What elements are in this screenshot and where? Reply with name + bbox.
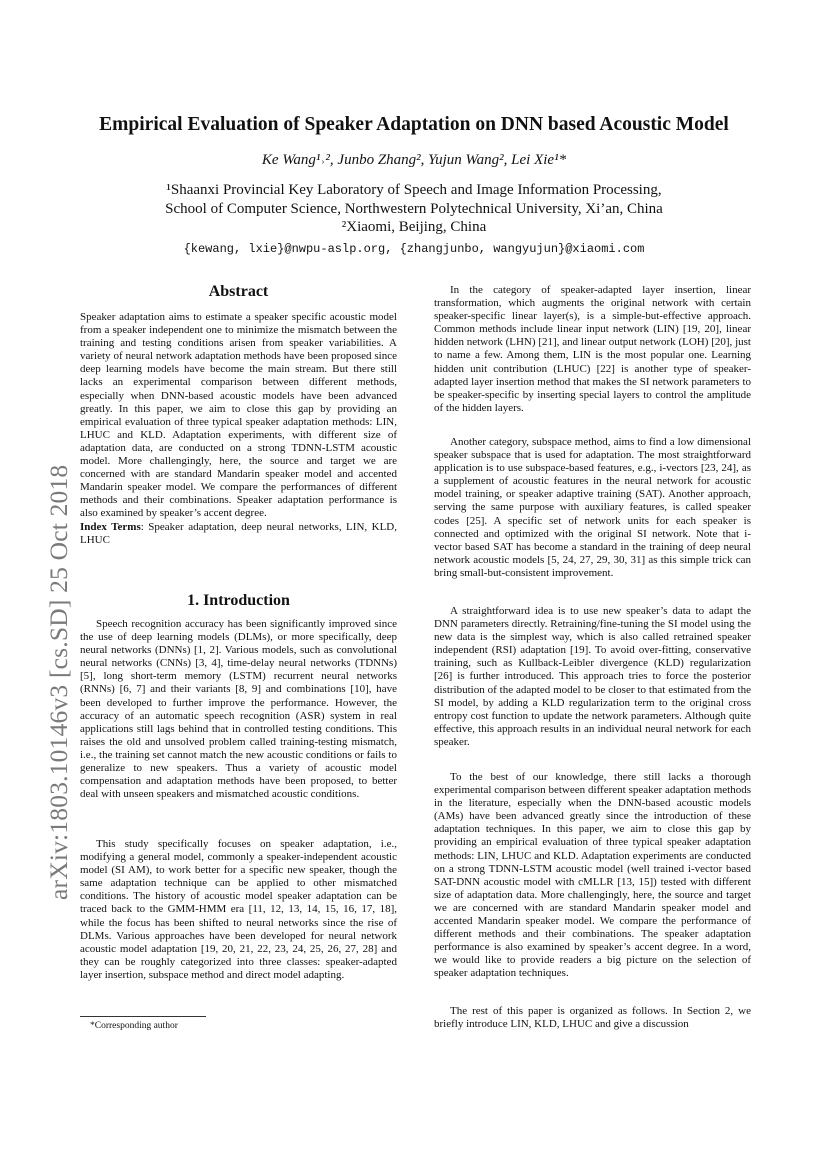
paper-title: Empirical Evaluation of Speaker Adaptation on DNN based Acoustic Model — [99, 114, 729, 135]
abstract-text: Speaker adaptation aims to estimate a speaker specific acoustic model from a speaker independent one to minimize the mismatch between the training and testing conditions arisen from speaker variabilities. A variety of neural network adaptation methods have been proposed since deep learning models have become the main stream. But there still lacks an experimental comparison between different methods, especially when DNN-based acoustic models have been advanced greatly. In this paper, we aim to close this gap by providing an empirical evaluation of three typical speaker adaptation methods: LIN, LHUC and KLD. Adaptation experiments, with different size of adaptation data, are conducted on a strong TDNN-LSTM acoustic model. More challengingly, here, the source and target we are concerned with are standard Mandarin speaker model and accented Mandarin speaker model. We compare the performances of different methods and their combinations. Speaker adaptation performance is also examined by speaker’s accent degree. — [80, 311, 397, 520]
right-paragraph-4: To the best of our knowledge, there still lacks a thorough experimental comparison between different speaker adaptation methods in the literature, especially when the DNN-based acoustic models (AMs) have been advanced greatly since the introduction of these adaptation techniques. In this paper, we aim to close this gap by providing an empirical evaluation of three typical speaker adaptation methods: LIN, LHUC and KLD. Adaptation experiments are conducted on a strong TDNN-LSTM acoustic model (well trained i-vector based SAT-DNN acoustic model with cMLLR [13, 15]) tested with different size of adaptation data. More challengingly, here, the source and target we are concerned with are standard Mandarin speaker model and accented Mandarin speaker model. We compare the performance of different methods and their combinations. The speaker adaptation performance is also examined by speaker’s accent degree. In a word, we would like to provide readers a big picture on the selection of speaker adaptation techniques. — [434, 771, 751, 980]
right-paragraph-2: Another category, subspace method, aims to find a low dimensional speaker subspace that is used for adaptation. The most straightforward application is to use subspace-based features, e.g., i-vectors [23, 24], as a supplement of acoustic features in the neural network for acoustic model training, or speaker adaptive training (SAT). Another approach, serving the same purpose with auxiliary features, is called speaker codes [25]. A specific set of network units for each speaker is connected and optimized with the original SI network. Note that i-vector based SAT has become a standard in the training of deep neural network acoustic models [5, 24, 27, 29, 30, 31] as this simple trick can bring small-but-consistent improvement. — [434, 436, 751, 579]
index-terms: : Speaker adaptation, deep neural networks, LIN, KLD, LHUC — [80, 520, 397, 546]
author-list: Ke Wang¹˒², Junbo Zhang², Yujun Wang², Lei Xie¹* — [261, 152, 567, 168]
affiliation-line: School of Computer Science, Northwestern Polytechnical University, Xi’an, China — [165, 200, 663, 217]
author-emails: {kewang, lxie}@nwpu-aslp.org, {zhangjunbo, wangyujun}@xiaomi.com — [183, 242, 645, 256]
abstract-body — [80, 311, 397, 547]
abstract-heading: Abstract — [208, 283, 269, 300]
intro-paragraph-2: This study specifically focuses on speaker adaptation, i.e., modifying a general model, commonly a speaker-independent acoustic model (SI AM), to work better for a specific new speaker, though the same adaptation technique can be applied to other mismatched conditions. The history of acoustic model speaker adaptation can be traced back to the GMM-HMM era [11, 12, 13, 14, 15, 16, 17, 18], while the focus has been shifted to neural networks since the rise of DLMs. Various approaches have been developed for neural network acoustic model adaptation [19, 20, 21, 22, 23, 24, 25, 26, 27, 28] and they can be roughly categorized into three classes: speaker-adapted layer insertion, subspace method and direct model adapting. — [80, 838, 397, 981]
right-paragraph-3: A straightforward idea is to use new speaker’s data to adapt the DNN parameters directly. Retraining/fine-tuning the SI model using the new data is the simplest way, which is also called retrained speaker independent (RSI) adaptation [19]. To avoid over-fitting, conservative training, such as Kullback-Leibler divergence (KLD) regularization [26] is further introduced. This approach tries to force the posterior distribution of the adapted model to be closer to that estimated from the SI model, by adding a KLD regularization term to the original cross entropy cost function to update the network parameters. Although quite effective, this approach results in an individual neural network for each speaker. — [434, 605, 751, 748]
index-terms-label: Index Terms — [80, 520, 141, 533]
footnote: *Corresponding author — [90, 1021, 178, 1031]
affiliation-line: ²Xiaomi, Beijing, China — [341, 219, 487, 235]
footnote-rule — [80, 1016, 206, 1017]
arxiv-stamp — [0, 0, 73, 1171]
arxiv-identifier: arXiv:1803.10146v3 [cs.SD] 25 Oct 2018 — [44, 464, 73, 900]
affiliation-line: ¹Shaanxi Provincial Key Laboratory of Speech and Image Information Processing, — [166, 182, 662, 198]
affiliations — [80, 181, 748, 237]
section-heading-introduction: 1. Introduction — [187, 592, 290, 609]
intro-paragraph-1: Speech recognition accuracy has been significantly improved since the use of deep learning models (DLMs), or more specifically, deep neural networks (DNNs) [1, 2]. Various models, such as convolutional neural networks (CNNs) [3, 4], time-delay neural networks (TDNNs) [5], long short-term memory (LSTM) recurrent neural networks (RNNs) [6, 7] and their variants [8, 9] and combinations [10], have been developed to further improve the performance. However, the accuracy of an automatic speech recognition (ASR) system in real applications still lags behind that in controlled testing conditions. This raises the old and unsolved problem called training-testing mismatch, i.e., the training set cannot match the new acoustic conditions or fails to generalize to new speakers. Thus a variety of acoustic model compensation and adaptation methods have been proposed, to better deal with unseen speakers and mismatched acoustic conditions. — [80, 618, 397, 801]
right-paragraph-5: The rest of this paper is organized as follows. In Section 2, we briefly introduce LIN, KLD, LHUC and give a discussion — [434, 1005, 751, 1031]
right-paragraph-1: In the category of speaker-adapted layer insertion, linear transformation, which augments the original network with certain speaker-specific linear layer(s), is a simple-but-effective approach. Common methods include linear input network (LIN) [19, 20], linear hidden network (LHN) [21], and linear output network (LOH) [20], just to name a few. Among them, LIN is the most popular one. Learning hidden unit contribution (LHUC) [22] is another type of speaker-adapted layer insertion method that makes the SI network parameters to be speaker-specific by inserting special layers to control the amplitude of the hidden layers. — [434, 284, 751, 414]
